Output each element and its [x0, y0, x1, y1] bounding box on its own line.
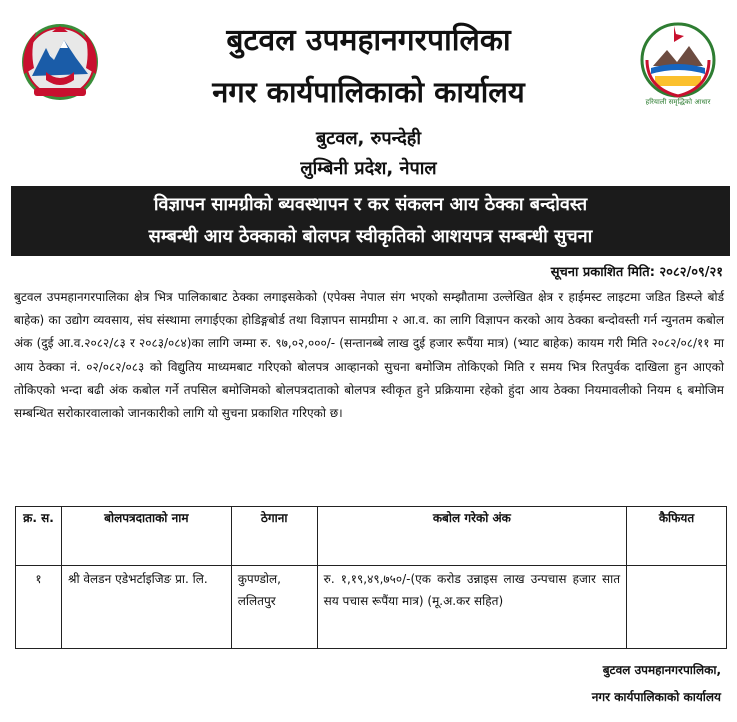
- cell-address: कुपण्डोल, ललितपुर: [231, 566, 317, 649]
- header-serial: क्र. स.: [16, 507, 62, 566]
- notice-header: [0, 0, 737, 185]
- cell-bidder-name: श्री वेलडन एडेभर्टाइजिङ प्रा. लि.: [61, 566, 231, 649]
- municipality-title: बुटवल उपमहानगरपालिका: [226, 23, 511, 58]
- notice-body-paragraph: बुटवल उपमहानगरपालिका क्षेत्र भित्र पालिकाबाट ठेक्का लगाइसकेको (एपेक्स नेपाल संग भएको सम्झौतामा उल्लेखित क्षेत्र र हाईमस्ट लाइटमा जडित डिस्प्ले बोर्ड बाहेक) का उद्योग व्यवसाय, संघ संस्थामा लगाईएका होडिङ्गबोर्ड तथा विज्ञापन सामग्रीमा २ आ.व. का लागि विज्ञापन करको आय ठेक्का बन्दोवस्ती गर्न न्युनतम कबोल अंक (दुई आ.व.२०८२/८३ र २०८३/०८४)का लागि जम्मा रु. ९७,०२,०००/- (सन्तानब्बे लाख दुई हजार रूपैंया मात्र) (भ्याट बाहेक) कायम गरी मिति २०८२/०८/११ मा आय ठेक्का नं. ०२/०८२/०८३ को विद्युतिय माध्यमबाट गरिएको बोलपत्र आव्हानको सुचना बमोजिम तोकिएको मिति र समय भित्र रितपुर्वक दाखिला हुन आएको तोकिएको भन्दा बढी अंक कबोल गर्ने तपसिल बमोजिमको बोलपत्रदाताको बोलपत्र स्वीकृत हुने प्रक्रियामा रहेको हुंदा आय ठेक्का नियमावलीको नियम ६ बमोजिम सम्बन्धित सरोकारवालाको जानकारीको लागि यो सुचना प्रकाशित गरिएको छ।: [14, 290, 724, 421]
- table-row: [16, 566, 727, 649]
- header-bidder-name: बोलपत्रदाताको नाम: [61, 507, 231, 566]
- header-address: ठेगाना: [231, 507, 317, 566]
- banner-line-1: विज्ञापन सामग्रीको ब्यवस्थापन र कर संकलन आय ठेक्का बन्दोवस्त: [153, 194, 588, 215]
- banner-line-2: सम्बन्धी आय ठेक्काको बोलपत्र स्वीकृतिको आशयपत्र सम्बन्धी सुचना: [148, 226, 593, 247]
- address-line: बुटवल, रुपन्देही: [316, 128, 421, 149]
- svg-text:हरियाली समृद्धिको आधार: हरियाली समृद्धिको आधार: [645, 98, 711, 106]
- cell-remarks: [627, 566, 727, 649]
- municipality-logo-icon: [637, 16, 719, 108]
- bidder-table: [15, 506, 727, 649]
- signature-line-2: नगर कार्यपालिकाको कार्यालय: [591, 690, 721, 704]
- header-bid-amount: कबोल गरेको अंक: [317, 507, 626, 566]
- publish-date: सूचना प्रकाशित मिति: २०८२/०९/२१: [550, 265, 723, 280]
- cell-serial: १: [16, 566, 62, 649]
- signature-line-1: बुटवल उपमहानगरपालिका,: [602, 663, 721, 677]
- province-line: लुम्बिनी प्रदेश, नेपाल: [300, 158, 437, 179]
- notice-subject-banner: [11, 186, 730, 256]
- office-title: नगर कार्यपालिकाको कार्यालय: [212, 75, 525, 109]
- cell-bid-amount: रु. १,१९,४९,७५०/-(एक करोड उन्नाइस लाख उन्पचास हजार सात सय पचास रूपैंया मात्र) (मू.अ.कर सहित): [317, 566, 626, 649]
- table-header-row: [16, 507, 727, 566]
- header-remarks: कैफियत: [627, 507, 727, 566]
